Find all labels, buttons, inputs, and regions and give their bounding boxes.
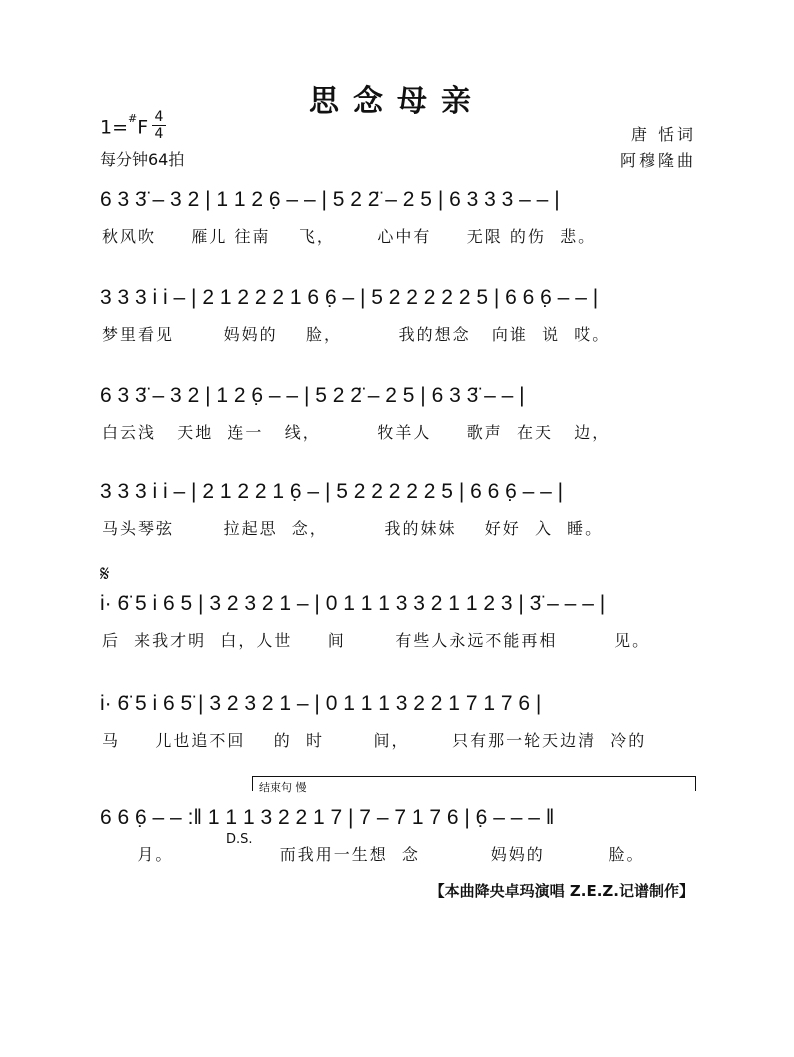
lyrics-line: 白云浅 天地 连一 线， 牧羊人 歌声 在天 边， (102, 423, 611, 442)
sharp-sign: # (128, 112, 138, 125)
key-prefix: 1= (100, 116, 129, 139)
footer-credit: 【本曲降央卓玛演唱 Z.E.Z.记谱制作】 (429, 882, 694, 900)
lyrics-line: 后 来我才明 白，人世 间 有些人永远不能再相 见。 (102, 631, 651, 650)
lyrics-line: 月。 而我用一生想 念 妈妈的 脸。 (102, 845, 645, 864)
song-title: 思念母亲 (309, 84, 485, 119)
lyrics-line: 马头琴弦 拉起思 念， 我的妹妹 好好 入 睡。 (102, 519, 604, 538)
notation-line: i· 6̈ 5 i 6 5̈ | 3 2 3 2 1 – | 0 1 1 1 3 2 2 1 7 1 7 6 | (100, 692, 542, 715)
composer-credit: 阿穆隆曲 (619, 151, 696, 170)
tempo-marking: 每分钟64拍 (100, 150, 185, 169)
notation-line: 6 3 3̈ – 3 2 | 1 1 2 6̣ – – | 5 2 2̈ – 2 5 | 6 3 3 3 – – | (100, 188, 560, 211)
notation-line: i· 6̈ 5 i 6 5 | 3 2 3 2 1 – | 0 1 1 1 3 3 2 1 1 2 3 | 3̈ – – – | (100, 592, 606, 615)
lyrics-line: 马 儿也追不回 的 时 间， 只有那一轮天边清 冷的 (102, 731, 647, 750)
lyrics-line: 梦里看见 妈妈的 脸， 我的想念 向谁 说 哎。 (102, 325, 611, 344)
notation-line: 3 3 3 i i – | 2 1 2 2 2 1 6 6̣ – | 5 2 2 2 2 2 5 | 6 6 6̣ – – | (100, 286, 599, 309)
notation-line: 6 3 3̈ – 3 2 | 1 2 6̣ – – | 5 2 2̈ – 2 5 | 6 3 3̈ – – | (100, 384, 525, 407)
ending-bracket-label: 结束句 慢 (259, 781, 307, 794)
key-note: F (137, 116, 149, 139)
lyrics-line: 秋风吹 雁儿 往南 飞， 心中有 无限 的伤 悲。 (102, 227, 597, 246)
time-signature-bottom: 4 (154, 126, 164, 142)
segno-sign: 𝄋 (100, 562, 110, 587)
key-signature (100, 112, 149, 139)
notation-line: 3 3 3 i i – | 2 1 2 2 1 6̣ – | 5 2 2 2 2 2 5 | 6 6 6̣ – – | (100, 480, 564, 503)
time-signature-top: 4 (154, 109, 164, 125)
lyricist-credit: 唐 恬词 (630, 125, 696, 144)
time-signature (152, 110, 166, 141)
ending-bracket (252, 776, 696, 794)
notation-line: 6 6 6̣ – – :‖ 1 1 1 3 2 2 1 7 | 7 – 7 1 7 6 | 6̣ – – – ‖ (100, 806, 555, 829)
dal-segno-mark: D.S. (226, 832, 253, 847)
